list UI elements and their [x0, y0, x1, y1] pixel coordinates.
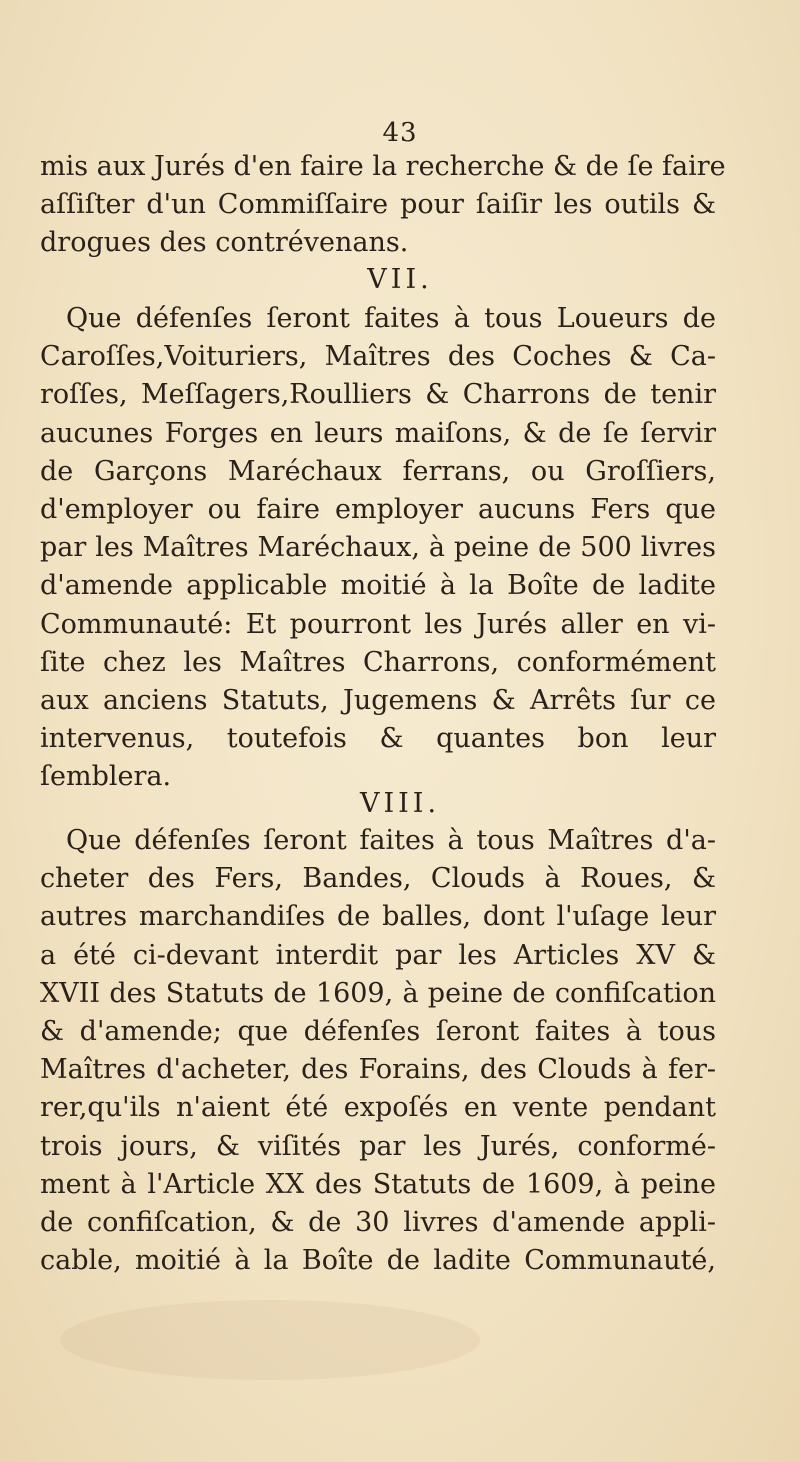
text-line: ſemblera. [40, 761, 172, 793]
text-line: mis aux Jurés d'en faire la recherche & de ſe faire [40, 151, 726, 182]
article-viii-text [40, 822, 716, 1280]
text-line: d'amende applicable moitié à la Boîte de ladite [40, 570, 716, 602]
text-line: aucunes Forges en leurs maiſons, & de ſe ſervir [40, 417, 716, 449]
text-line: cheter des Fers, Bandes, Clouds à Roues, & [40, 863, 716, 895]
text-line: cable, moitié à la Boîte de ladite Communauté, [40, 1245, 716, 1277]
text-line: aux anciens Statuts, Jugemens & Arrêts ſur ce [40, 685, 716, 717]
text-line: rer,qu'ils n'aient été expoſés en vente pendant [40, 1092, 716, 1124]
text-line: autres marchandiſes de balles, dont l'uſage leur [40, 901, 716, 933]
text-line: Que défenſes ſeront faites à tous Maîtres d'a- [66, 825, 716, 856]
text-line: par les Maîtres Maréchaux, à peine de 500 livres [40, 532, 716, 564]
text-line: ſite chez les Maîtres Charrons, conformément [40, 646, 716, 678]
text-line: aſſiſter d'un Commiſſaire pour ſaiſir les outils & [40, 189, 716, 221]
text-line: Communauté: Et pourront les Jurés aller en vi- [40, 608, 716, 640]
article-heading-vii: VII. [367, 264, 433, 295]
text-line: drogues des contrévenans. [40, 227, 409, 259]
article-vii-text [40, 300, 716, 797]
text-line: roſſes, Meſſagers,Roulliers & Charrons de tenir [40, 379, 716, 411]
text-line: trois jours, & viſités par les Jurés, conformé- [40, 1130, 716, 1162]
paragraph-continuation [40, 148, 726, 263]
paper-stain [60, 1300, 480, 1380]
text-line: & d'amende; que défenſes ſeront faites à tous [40, 1016, 716, 1048]
text-line: Maîtres d'acheter, des Forains, des Clouds à fer- [40, 1054, 716, 1086]
article-heading-viii: VIII. [359, 788, 441, 819]
text-line: ment à l'Article XX des Statuts de 1609, à peine [40, 1168, 716, 1200]
text-line: de confiſcation, & de 30 livres d'amende appli- [40, 1207, 716, 1239]
text-line: de Garçons Maréchaux ferrans, ou Groſſiers, [40, 455, 716, 487]
text-line: d'employer ou faire employer aucuns Fers que [40, 494, 716, 526]
text-line: Caroſſes,Voituriers, Maîtres des Coches & Ca- [40, 341, 716, 373]
text-line: Que défenſes ſeront faites à tous Loueurs de [66, 303, 716, 334]
text-line: XVII des Statuts de 1609, à peine de confiſcation [40, 977, 716, 1009]
text-line: a été ci-devant interdit par les Articles XV & [40, 939, 716, 971]
page-number: 43 [382, 118, 418, 148]
text-line: intervenus, toutefois & quantes bon leur [40, 723, 716, 755]
